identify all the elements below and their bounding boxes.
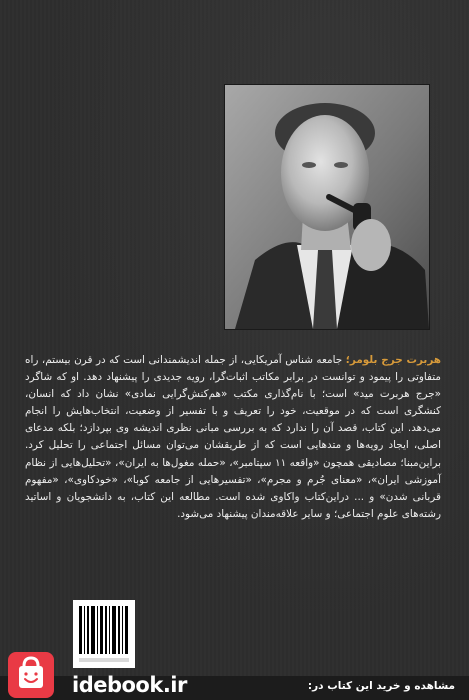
author-name: هربرت جرج بلومر؛: [345, 354, 441, 366]
description-paragraph: جامعه شناس آمریکایی، از جمله اندیشمندانی است که در قرن بیستم، راه متفاوتی را پیمود و توانست در برابر مکاتب اثبات‌گرا، رویه جدیدی را پیشنهاد دهد. او که شاگرد «جرج هربرت مید» است؛ با نام‌گذاری مکتب «هم‌کنش‌گرایی نمادی» نشان داد که انسان، کنشگری است که در موقعیت، خود را تعریف و با تفسیر از وضعیت، انتخاب‌هایش را انجام می‌دهد. این کتاب، قصد آن را ندارد که به بررسی مبانی نظری اندیشه وی بپردازد؛ بلکه مدعای اصلی، ایجاد رویه‌ها و متدهایی است که از طریقشان می‌توان مسائل اجتماعی را تحلیل کرد. براین‌مبنا؛ مصادیقی همچون «واقعه ۱۱ سپتامبر»، «حمله مغول‌ها به ایران»، «تحلیل‌هایی از نظام آموزشی ایران»، «معنای جُرم و مجرم»، «تفسیرهایی از جامعه کوبا»، «خودکاوی»، «مفهوم قربانی شدن» و ... دراین‌کتاب واکاوی شده است. مطالعه این کتاب، به دانشجویان و اساتید رشته‌های علوم اجتماعی؛ و سایر علاقه‌مندان پیشنهاد می‌شود.: [25, 354, 441, 520]
shopping-bag-smile-icon[interactable]: [8, 652, 54, 698]
promo-text[interactable]: مشاهده و خرید این کتاب در:: [307, 680, 455, 692]
author-photo: [224, 84, 430, 330]
barcode-icon: [73, 600, 135, 668]
site-logo[interactable]: idebook.ir: [72, 673, 187, 697]
book-description: [25, 352, 441, 523]
